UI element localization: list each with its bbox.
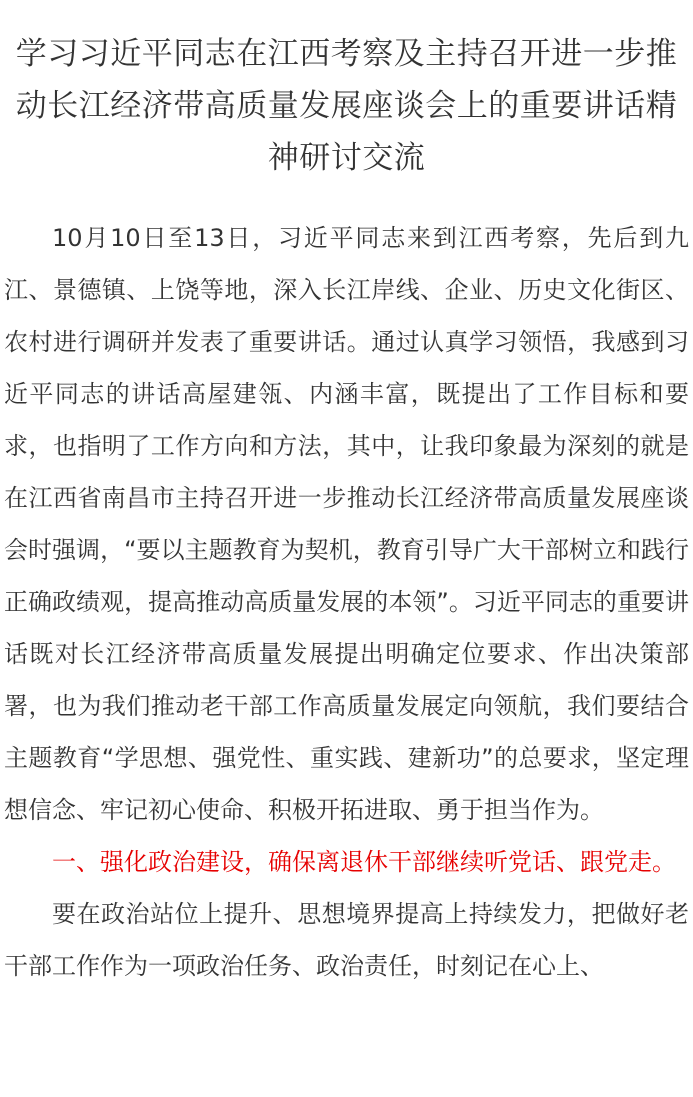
paragraph-section-1: 要在政治站位上提升、思想境界提高上持续发力，把做好老干部工作作为一项政治任务、政治责任，时刻记在心上、: [4, 900, 689, 980]
document-title: 学习习近平同志在江西考察及主持召开进一步推动长江经济带高质量发展座谈会上的重要讲话精神研讨交流: [15, 36, 678, 176]
section-heading-1: 一、强化政治建设，确保离退休干部继续听党话、跟党走。: [52, 848, 676, 876]
document-body: [4, 212, 689, 992]
paragraph-intro: 10月10日至13日，习近平同志来到江西考察，先后到九江、景德镇、上饶等地，深入长江岸线、企业、历史文化街区、农村进行调研并发表了重要讲话。通过认真学习领悟，我感到习近平同志的讲话高屋建瓴、内涵丰富，既提出了工作目标和要求，也指明了工作方向和方法，其中，让我印象最为深刻的就是在江西省南昌市主持召开进一步推动长江经济带高质量发展座谈会时强调，“要以主题教育为契机，教育引导广大干部树立和践行正确政绩观，提高推动高质量发展的本领”。习近平同志的重要讲话既对长江经济带高质量发展提出明确定位要求、作出决策部署，也为我们推动老干部工作高质量发展定向领航，我们要结合主题教育“学思想、强党性、重实践、建新功”的总要求，坚定理想信念、牢记初心使命、积极开拓进取、勇于担当作为。: [4, 224, 689, 824]
